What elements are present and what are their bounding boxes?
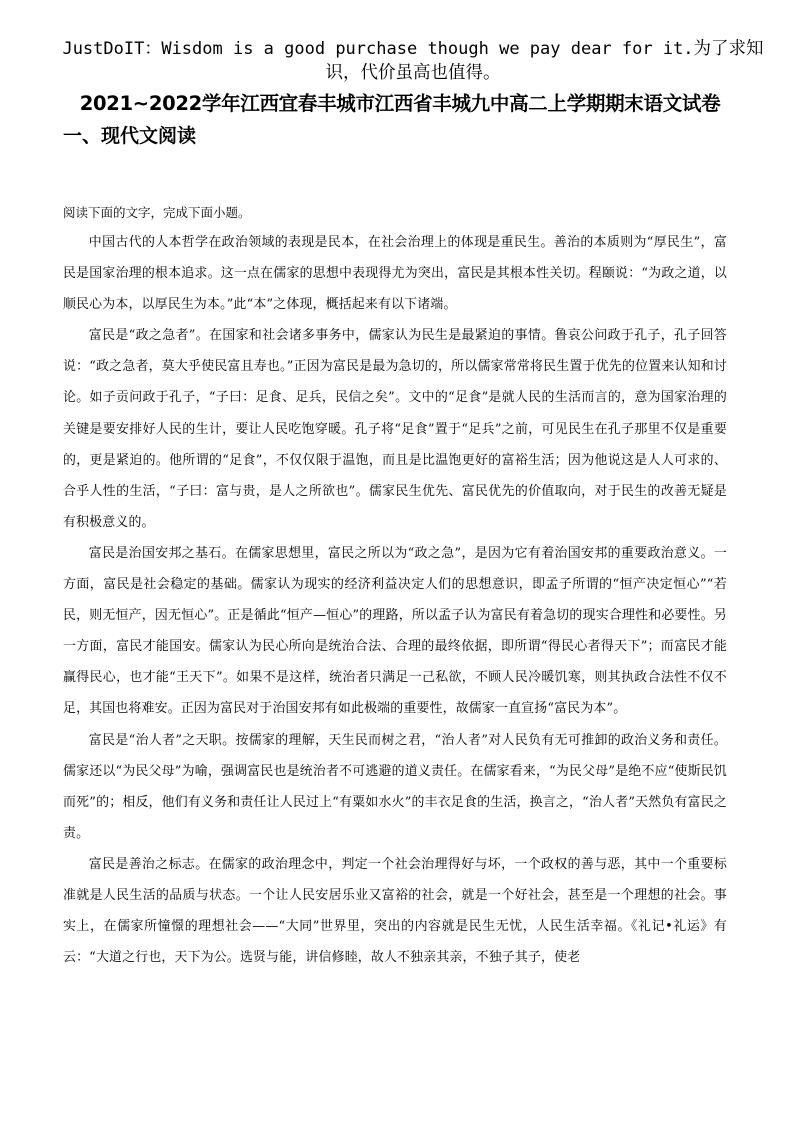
passage-body bbox=[63, 227, 727, 973]
passage-paragraph: 富民是“政之急者”。在国家和社会诸多事务中，儒家认为民生是最紧迫的事情。鲁哀公问政于孔子，孔子回答说：“政之急者，莫大乎使民富且寿也。”正因为富民是最为急切的，所以儒家常常将民生置于优先的位置来认知和讨论。如子贡问政于孔子，“子曰：足食、足兵，民信之矣”。文中的“足食”是就人民的生活而言的，意为国家治理的关键是要安排好人民的生计，要让人民吃饱穿暖。孔子将“足食”置于“足兵”之前，可见民生在孔子那里不仅是重要的，更是紧迫的。他所谓的“足食”，不仅仅限于温饱，而且是比温饱更好的富裕生活；因为他说这是人人可求的、合乎人性的生活，“子曰：富与贵，是人之所欲也”。儒家民生优先、富民优先的价值取向，对于民生的改善无疑是有积极意义的。 bbox=[63, 328, 727, 530]
section-heading: 一、现代文阅读 bbox=[63, 125, 197, 147]
motto-english: JustDoIT：Wisdom is a good purchase though we pay dear for it. bbox=[62, 39, 694, 59]
passage-paragraph: 富民是治国安邦之基石。在儒家思想里，富民之所以为“政之急”，是因为它有着治国安邦的重要政治意义。一方面，富民是社会稳定的基础。儒家认为现实的经济利益决定人们的思想意识，即孟子所谓的“恒产决定恒心”“若民，则无恒产，因无恒心”。正是循此“恒产—恒心”的理路，所以孟子认为富民有着急切的现实合理性和必要性。另一方面，富民才能国安。儒家认为民心所向是统治合法、合理的最终依据，即所谓“得民心者得天下”；而富民才能赢得民心，也才能“王天下”。如果不是这样，统治者只满足一己私欲，不顾人民冷暖饥寒，则其执政合法性不仅不足，其国也将难安。正因为富民对于治国安邦有如此极端的重要性，故儒家一直宣扬“富民为本”。 bbox=[63, 545, 727, 717]
reading-instruction: 阅读下面的文字，完成下面小题。 bbox=[63, 205, 251, 220]
motto-header bbox=[58, 37, 768, 85]
motto-chinese: 为了求知识，代价虽高也值得。 bbox=[325, 39, 764, 83]
passage-paragraph: 中国古代的人本哲学在政治领域的表现是民本，在社会治理上的体现是重民生。善治的本质则为“厚民生”，富民是国家治理的根本追求。这一点在儒家的思想中表现得尤为突出，富民是其根本性关切。程颐说：“为政之道，以顺民心为本，以厚民生为本。”此“本”之体现，概括起来有以下诸端。 bbox=[63, 235, 727, 313]
passage-paragraph: 富民是“治人者”之天职。按儒家的理解，天生民而树之君，“治人者”对人民负有无可推卸的政治义务和责任。儒家还以“为民父母”为喻，强调富民也是统治者不可逃避的道义责任。在儒家看来，“为民父母”是绝不应“使斯民饥而死”的；相反，他们有义务和责任让人民过上“有粟如水火”的丰衣足食的生活，换言之，“治人者”天然负有富民之责。 bbox=[63, 732, 727, 841]
passage-paragraph: 富民是善治之标志。在儒家的政治理念中，判定一个社会治理得好与坏，一个政权的善与恶，其中一个重要标准就是人民生活的品质与状态。一个让人民安居乐业又富裕的社会，就是一个好社会，甚至是一个理想的社会。事实上，在儒家所憧憬的理想社会——“大同”世界里，突出的内容就是民生无忧，人民生活幸福。《礼记•礼运》有云：“大道之行也，天下为公。选贤与能，讲信修睦，故人不独亲其亲，不独子其子，使老 bbox=[63, 856, 727, 966]
exam-title: 2021~2022学年江西宜春丰城市江西省丰城九中高二上学期期末语文试卷 bbox=[79, 92, 721, 115]
